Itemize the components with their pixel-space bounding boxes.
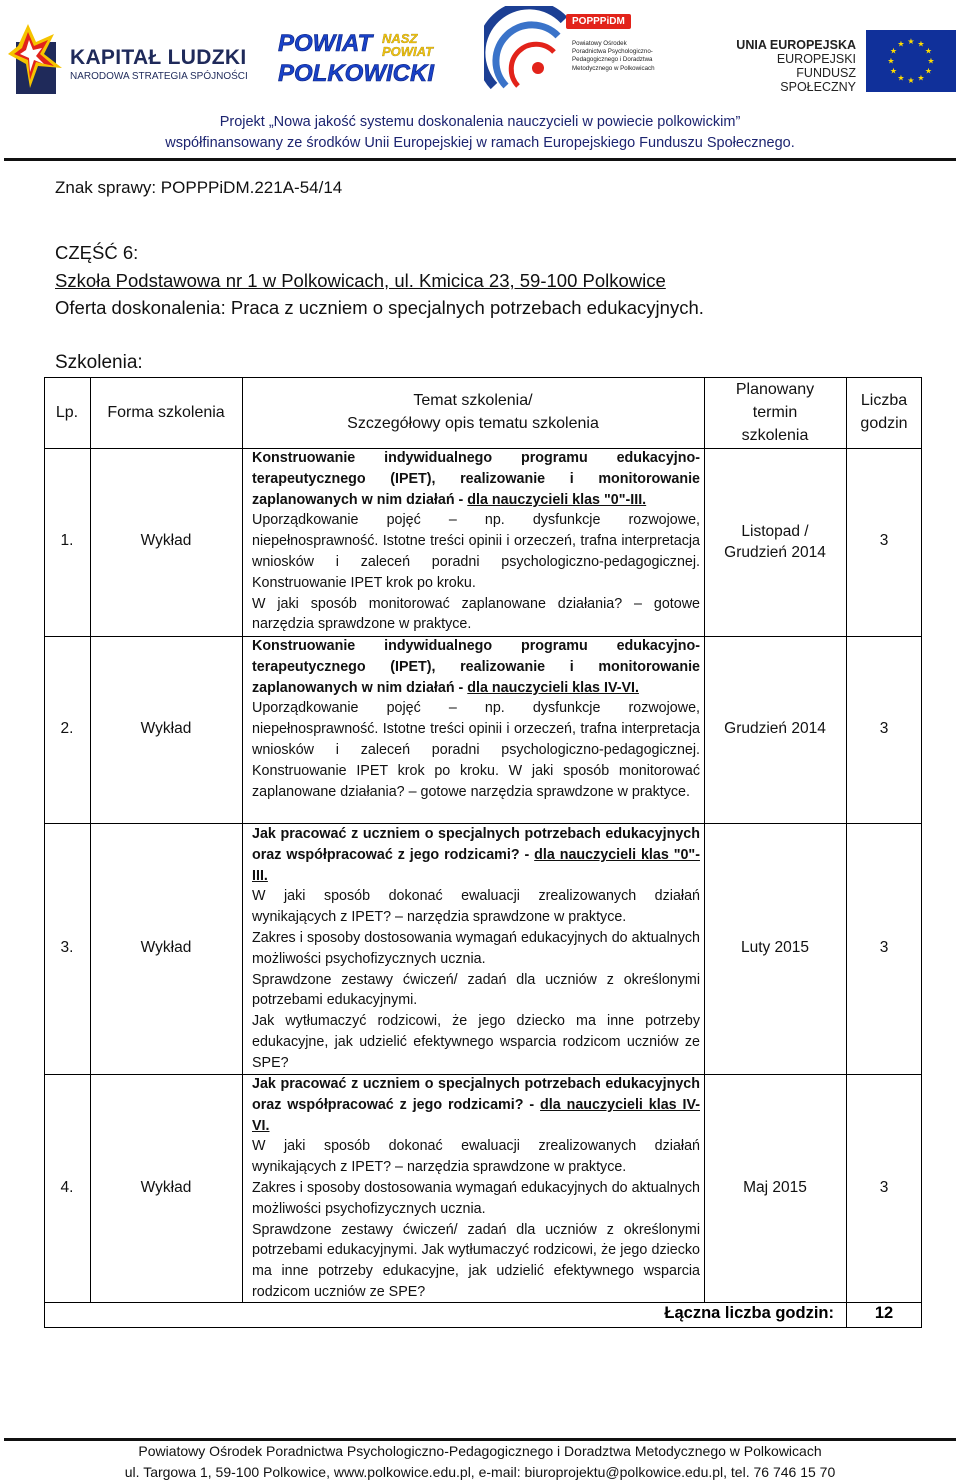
row-1-topic: Konstruowanie indywidualnego programu edukacyjno-terapeutycznego (IPET), realizowanie i monitorowanie zaplanowanych w nim działań - [252, 450, 700, 508]
eu-logo [718, 30, 956, 94]
header-temat-line-2: Szczegółowy opis tematu szkolenia [347, 415, 599, 432]
row-4-topic: Jak pracować z uczniem o specjalnych potrzebach edukacyjnych oraz współpracować z jego rodzicami? - [252, 1076, 700, 1113]
header-godziny-line-1: Liczba [860, 392, 908, 409]
footer-institution: Powiatowy Ośrodek Poradnictwa Psychologiczno-Pedagogicznego i Doradztwa Metodycznego w Polkowicach [138, 1443, 822, 1459]
poppp-logo [484, 6, 654, 96]
row-1-termin-line-2: Grudzień 2014 [724, 544, 826, 561]
kapital-ludzki-title: KAPITAŁ LUDZKI [70, 46, 247, 69]
svg-text:★: ★ [907, 76, 915, 85]
poppp-arc-icon [484, 6, 574, 96]
svg-text:★: ★ [887, 56, 895, 66]
row-3-description [252, 824, 700, 1074]
table-col-divider [90, 377, 91, 1302]
row-3-detail: Zakres i sposoby dostosowania wymagań edukacyjnych do aktualnych możliwości psychofizycznych ucznia. [252, 929, 700, 967]
svg-text:★: ★ [897, 73, 905, 83]
row-3-forma: Wykład [140, 939, 192, 956]
eu-line-3: FUNDUSZ SPOŁECZNY [780, 66, 856, 94]
project-line-1: Projekt „Nowa jakość systemu doskonalenia nauczycieli w powiecie polkowickim” [219, 114, 741, 130]
row-4-audience: dla nauczycieli klas IV-VI. [252, 1096, 700, 1134]
row-2-termin: Grudzień 2014 [724, 720, 826, 737]
row-4-detail: Sprawdzone zestawy ćwiczeń/ zadań dla uczniów z określonymi potrzebami edukacyjnymi. Jak wytłumaczyć rodzicowi, że jego dziecko ma inne potrzeby edukacyjne, jak udzielić efektywnego wsparcia rodzicom uczniów ze SPE? [252, 1221, 700, 1300]
svg-text:★: ★ [907, 37, 915, 46]
svg-text:★: ★ [889, 46, 898, 56]
row-1-termin-line-1: Listopad / [741, 523, 809, 540]
row-3-detail: W jaki sposób dokonać ewaluacji zrealizowanych działań wynikających z IPET? – narzędzia sprawdzone w praktyce. [252, 888, 700, 926]
row-1-detail: Uporządkowanie pojęć – np. dysfunkcje rozwojowe, niepełnosprawność. Istotne treści opinii i orzeczeń, trafna interpretacja wniosków i zaleceń poradni psychologiczno-pedagogicznej. Konstruowanie IPET krok po kroku. [252, 512, 700, 591]
row-1-godziny: 3 [879, 532, 889, 549]
row-2-description [252, 636, 700, 802]
row-1-forma: Wykład [140, 532, 192, 549]
poppp-badge: POPPPiDM [566, 14, 631, 29]
footer-divider [4, 1438, 956, 1441]
trainings-label: Szkolenia: [55, 352, 143, 373]
total-hours-label: Łączna liczba godzin: [664, 1304, 834, 1322]
header-termin-line-1: Planowany [735, 381, 815, 398]
row-1-description [252, 448, 700, 635]
kapital-ludzki-star-icon [8, 24, 64, 96]
offer-title: Oferta doskonalenia: Praca z uczniem o specjalnych potrzebach edukacyjnych. [55, 297, 704, 318]
table-col-divider [704, 377, 705, 1302]
footer-contact: ul. Targowa 1, 59-100 Polkowice, www.polkowice.edu.pl, e-mail: biuroprojektu@polkowice.edu.pl, tel. 76 746 15 70 [124, 1464, 836, 1480]
row-2-audience: dla nauczycieli klas IV-VI. [467, 679, 639, 696]
row-4-detail: Zakres i sposoby dostosowania wymagań edukacyjnych do aktualnych możliwości psychofizycznych ucznia. [252, 1179, 700, 1217]
eu-line-1: UNIA EUROPEJSKA [736, 38, 856, 52]
row-4-forma: Wykład [140, 1179, 192, 1196]
header-temat-line-1: Temat szkolenia/ [413, 392, 533, 409]
powiat-line-2: POLKOWICKI [278, 60, 434, 87]
row-1-detail: W jaki sposób monitorować zaplanowane działania? – gotowe narzędzia sprawdzone w praktyce. [252, 595, 700, 633]
header-divider [4, 158, 956, 161]
header-temat [242, 389, 704, 435]
header-termin-line-3: szkolenia [741, 427, 809, 444]
kapital-ludzki-logo [8, 24, 248, 96]
eu-flag-icon [866, 30, 956, 92]
powiat-nasz-text-2: POWIAT [382, 44, 434, 59]
svg-text:★: ★ [927, 56, 935, 66]
eu-text [718, 38, 856, 94]
row-1-lp: 1. [60, 532, 74, 549]
case-number: Znak sprawy: POPPPiDM.221A-54/14 [55, 178, 343, 197]
table-border-bottom [44, 1327, 922, 1328]
svg-text:★: ★ [889, 66, 898, 76]
row-3-topic: Jak pracować z uczniem o specjalnych potrzebach edukacyjnych oraz współpracować z jego rodzicami? - [252, 826, 700, 863]
table-col-divider [242, 377, 243, 1302]
row-2-topic: Konstruowanie indywidualnego programu edukacyjno-terapeutycznego (IPET), realizowanie i monitorowanie zaplanowanych w nim działań - [252, 638, 700, 696]
row-2-detail: Uporządkowanie pojęć – np. dysfunkcje rozwojowe, niepełnosprawność. Istotne treści opinii i orzeczeń, trafna interpretacja wniosków i zaleceń poradni psychologiczno-pedagogicznej. Konstruowanie IPET krok po kroku. W jaki sposób monitorować zaplanowane działania? – gotowe narzędzia sprawdzone w praktyce. [252, 700, 700, 800]
row-4-godziny: 3 [879, 1179, 889, 1196]
svg-text:★: ★ [917, 39, 925, 49]
header-termin-line-2: termin [752, 404, 798, 421]
row-3-termin: Luty 2015 [740, 939, 810, 956]
kapital-ludzki-subtitle: NARODOWA STRATEGIA SPÓJNOŚCI [70, 71, 248, 82]
row-3-lp: 3. [60, 939, 74, 956]
header-godziny [846, 389, 922, 435]
powiat-nasz-badge [382, 32, 433, 58]
powiat-nasz-text: NASZ [382, 31, 418, 46]
powiat-polkowicki-logo [278, 30, 438, 92]
row-3-detail: Jak wytłumaczyć rodzicowi, że jego dziecko ma inne potrzeby edukacyjne, jak udzielić efektywnego wsparcia rodzicom uczniów ze SPE? [252, 1013, 700, 1071]
svg-text:★: ★ [924, 66, 933, 76]
row-3-audience: dla nauczycieli klas "0"-III. [252, 846, 700, 884]
part-title: CZĘŚĆ 6: [55, 242, 139, 263]
row-1-termin [704, 521, 846, 563]
header-forma: Forma szkolenia [107, 404, 225, 421]
trainings-table [44, 377, 922, 1328]
row-2-lp: 2. [60, 720, 74, 737]
svg-text:★: ★ [897, 39, 905, 49]
project-line-2: współfinansowany ze środków Unii Europejskiej w ramach Europejskiego Funduszu Społecznego. [165, 135, 795, 151]
svg-text:★: ★ [924, 46, 933, 56]
row-4-termin: Maj 2015 [743, 1179, 807, 1196]
row-3-godziny: 3 [879, 939, 889, 956]
powiat-line-1: POWIAT [278, 30, 373, 57]
row-4-lp: 4. [60, 1179, 74, 1196]
eu-line-2: EUROPEJSKI [776, 52, 856, 66]
row-4-description [252, 1074, 700, 1303]
total-hours-value: 12 [874, 1304, 894, 1322]
poppp-text: Powiatowy Ośrodek Poradnictwa Psychologiczno-Pedagogicznego i Doradztwa Metodycznego w Polkowicach [572, 40, 655, 72]
row-2-forma: Wykład [140, 720, 192, 737]
header-termin [704, 378, 846, 447]
school-address: Szkoła Podstawowa nr 1 w Polkowicach, ul. Kmicica 23, 59-100 Polkowice [55, 270, 666, 291]
header-godziny-line-2: godzin [860, 415, 908, 432]
svg-text:★: ★ [917, 73, 925, 83]
row-3-detail: Sprawdzone zestawy ćwiczeń/ zadań dla uczniów z określonymi potrzebami edukacyjnymi. [252, 971, 700, 1009]
row-2-godziny: 3 [879, 720, 889, 737]
row-4-detail: W jaki sposób dokonać ewaluacji zrealizowanych działań wynikających z IPET? – narzędzia sprawdzone w praktyce. [252, 1138, 700, 1176]
header-lp: Lp. [55, 404, 79, 421]
row-1-audience: dla nauczycieli klas "0"-III. [467, 491, 647, 508]
